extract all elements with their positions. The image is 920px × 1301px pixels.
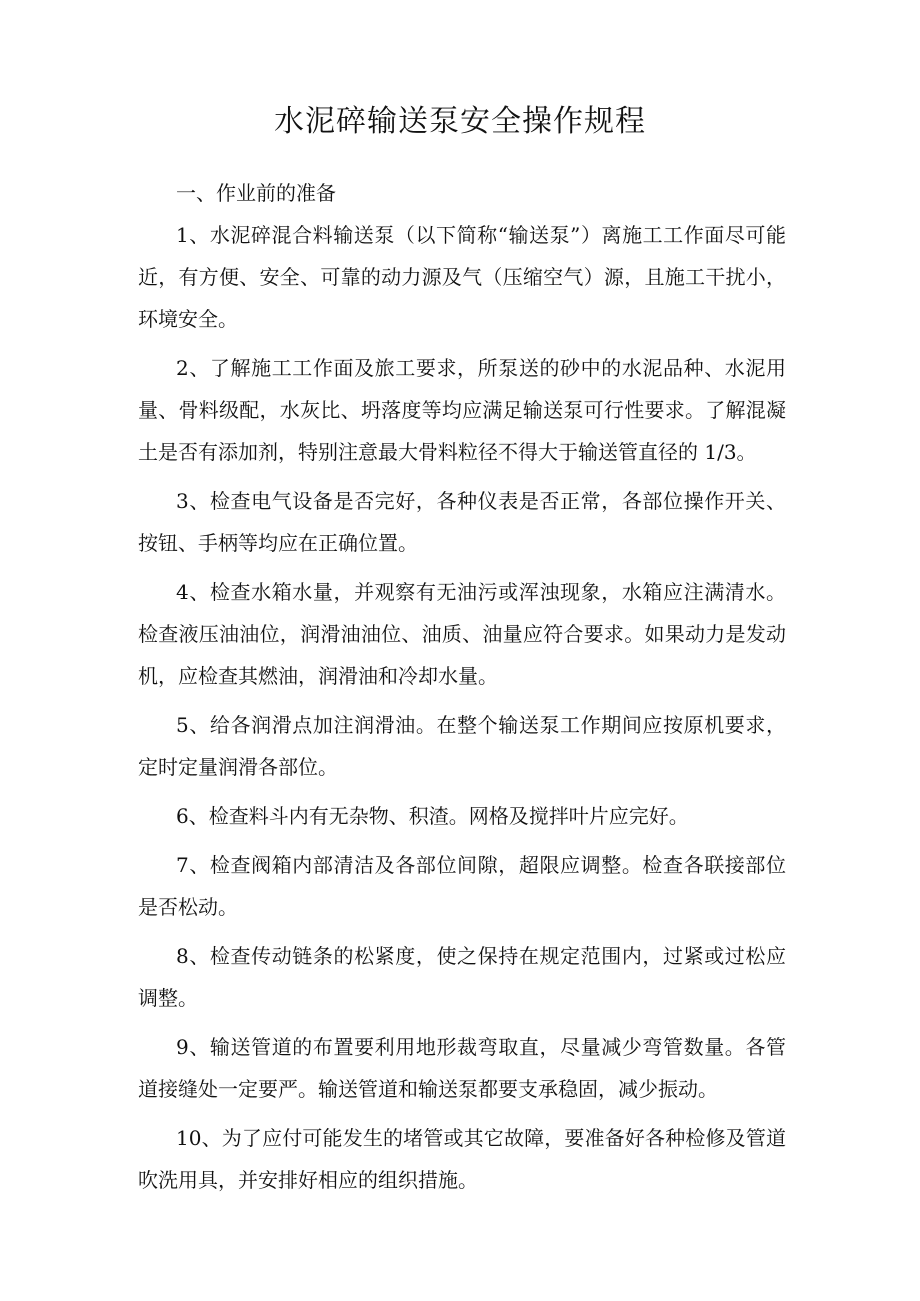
paragraph-item-1: 1、水泥碎混合料输送泵（以下简称“输送泵”）离施工工作面尽可能近，有方便、安全、可靠的动力源及气（压缩空气）源，且施工干扰小，环境安全。 (138, 223, 786, 331)
paragraph-item-4: 4、检查水箱水量，并观察有无油污或浑浊现象，水箱应注满清水。检查液压油油位，润滑油油位、油质、油量应符合要求。如果动力是发动机，应检查其燃油，润滑油和冷却水量。 (138, 580, 786, 688)
paragraph-item-5: 5、给各润滑点加注润滑油。在整个输送泵工作期间应按原机要求，定时定量润滑各部位。 (138, 713, 786, 779)
paragraph-item-10: 10、为了应付可能发生的堵管或其它故障，要准备好各种检修及管道吹洗用具，并安排好相应的组织措施。 (138, 1126, 786, 1192)
paragraph-item-3: 3、检查电气设备是否完好，各种仪表是否正常，各部位操作开关、按钮、手柄等均应在正确位置。 (138, 489, 786, 555)
paragraph-item-7: 7、检查阀箱内部清洁及各部位间隙，超限应调整。检查各联接部位是否松动。 (138, 853, 786, 919)
section-heading: 一、作业前的准备 (176, 181, 336, 205)
paragraph-item-6: 6、检查料斗内有无杂物、积渣。网格及搅拌叶片应完好。 (176, 804, 689, 828)
paragraph-item-2: 2、了解施工工作面及旅工要求，所泵送的砂中的水泥品种、水泥用量、骨料级配，水灰比、坍落度等均应满足输送泵可行性要求。了解混凝土是否有添加剂，特别注意最大骨料粒径不得大于输送管直径的 1/3。 (138, 356, 786, 464)
document-title: 水泥碎输送泵安全操作规程 (274, 104, 646, 139)
document-body (138, 172, 786, 1208)
paragraph-item-9: 9、输送管道的布置要利用地形裁弯取直，尽量减少弯管数量。各管道接缝处一定要严。输送管道和输送泵都要支承稳固，减少振动。 (138, 1035, 786, 1101)
paragraph-item-8: 8、检查传动链条的松紧度，使之保持在规定范围内，过紧或过松应调整。 (138, 944, 786, 1010)
